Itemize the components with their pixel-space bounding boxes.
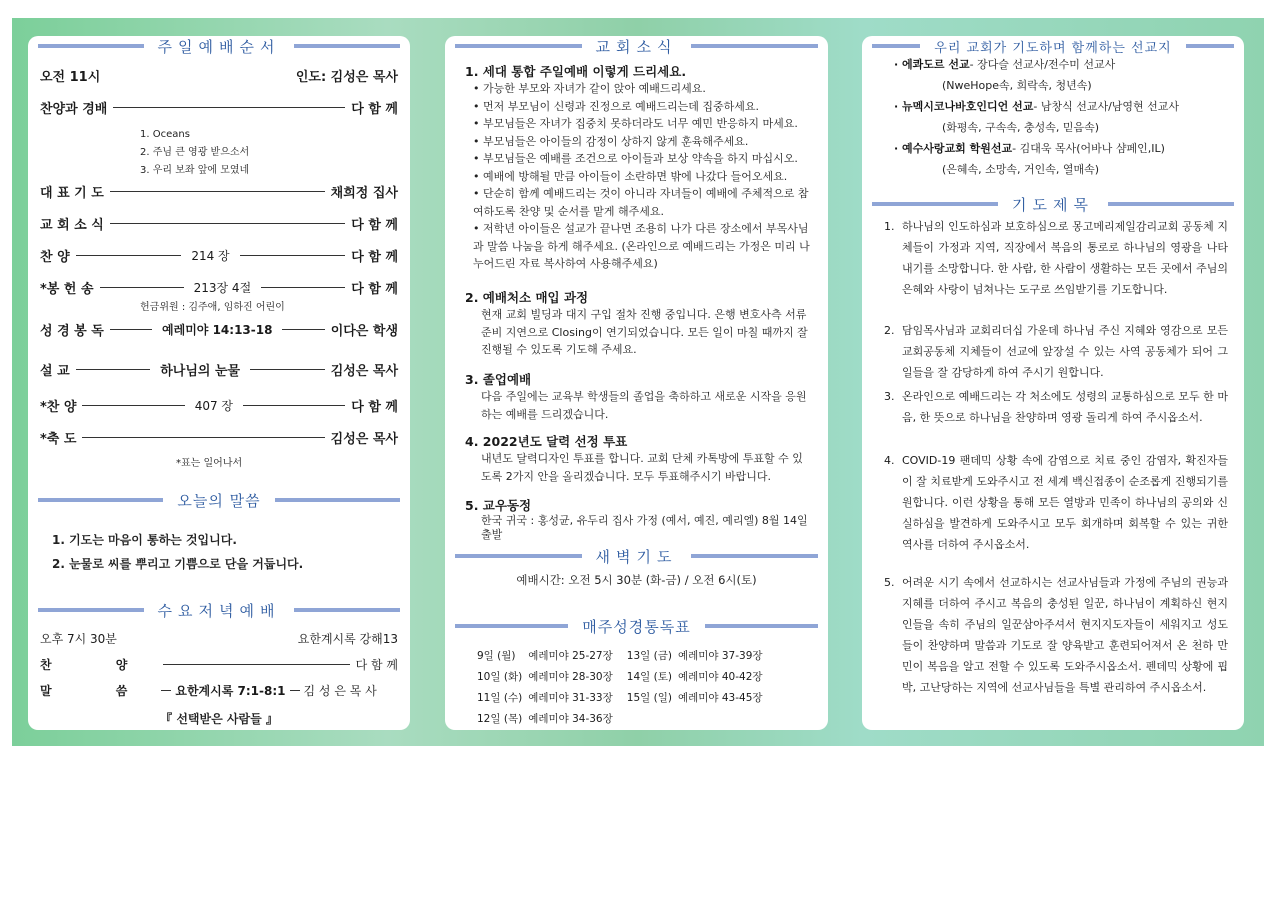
news-body: 현재 교회 빌딩과 대지 구입 절차 진행 중입니다. 은행 변호사측 서류준비 지연으로 Closing이 연기되었습니다. 모든 일이 마칠 때까지 잘 진행될 수 있도록 기도해 주세요. xyxy=(481,308,808,356)
dawn-prayer-header xyxy=(445,546,828,566)
todays-word-title: 오늘의 말씀 xyxy=(177,491,261,510)
order-item: 대 표 기 도 채희정 집사 xyxy=(40,186,398,201)
bible-reading-title: 매주성경통독표 xyxy=(582,617,691,636)
news-heading: 1. 세대 통합 주일예배 이렇게 드리세요. xyxy=(465,64,687,79)
news-body: 한국 귀국 : 홍성균, 유두리 집사 가정 (예서, 예진, 예리엘) 8월 14일 출발 xyxy=(481,514,808,541)
praise-song-list: 1. Oceans 2. 주님 큰 영광 받으소서 3. 우리 보좌 앞에 모였네 xyxy=(140,129,250,176)
bible-reading-table xyxy=(477,646,769,730)
table-row: 10일 (화) 예레미야 28-30장 14일 (토) 예레미야 40-42장 xyxy=(477,671,763,683)
prayer-topics-header xyxy=(862,194,1244,214)
news-body: 내년도 달력디자인 투표를 합니다. 교회 단체 카톡방에 투표할 수 있도록 2가지 안을 올리겠습니다. 모두 투표해주시기 바랍니다. xyxy=(481,452,803,483)
news-bullets: • 가능한 부모와 자녀가 같이 앉아 예배드리세요. • 먼저 부모님이 신령과 진정으로 예배드리는데 집중하세요. • 부모님들은 자녀가 집중치 못하더라도 너무 예민 반응하지 마세요. • 부모님들은 아이들의 감정이 상하지 않게 훈육해주세요. • 부모님들은 예배를 조건으로 아이들과 보상 약속을 하지 마십시오. • 예배에 방해될 만큼 아이들이 소란하면 밖에 나갔다 들어오세요. • 단순히 함께 예배드리는 것이 아니라 자녀들이 예배에 주체적으로 참여하도록 찬양 및 순서를 맡게 해주세요. • 저학년 아이들은 설교가 끝나면 조용히 나가 다른 장소에서 부목사님과 말씀 나눔을 하게 해주세요. (온라인으로 예배드리는 가정은 미리 나누어드린 자료 복사하여 사용해주세요) xyxy=(473,80,814,273)
todays-word-lines: 1. 기도는 마음이 통하는 것입니다. 2. 눈물로 씨를 뿌리고 기쁨으로 단을 거둡니다. xyxy=(52,533,304,571)
mission-item: · 뉴멕시코나바호인디언 선교- 남창식 선교사/남영현 선교사 xyxy=(894,100,1180,113)
worship-order-header xyxy=(28,36,410,56)
bible-reading-header xyxy=(445,616,828,636)
mission-item: · 예수사랑교회 학원선교- 김대욱 목사(어바나 샴페인,IL) xyxy=(894,142,1165,155)
order-item: *봉 헌 송 213장 4절 다 함 께 xyxy=(40,281,398,297)
order-item: *축 도 김성은 목사 xyxy=(40,432,398,447)
order-item: *찬 양 407 장 다 함 께 xyxy=(40,399,398,415)
todays-word-header xyxy=(28,490,410,510)
wednesday-hymn-row: 찬 양 다 함 께 xyxy=(40,658,398,672)
wednesday-service-header xyxy=(28,600,410,620)
order-item: 성 경 봉 독 예레미야 14:13-18 이다은 학생 xyxy=(40,323,399,339)
worship-order-title: 주일예배순서 xyxy=(157,37,281,56)
news-heading: 4. 2022년도 달력 선정 투표 xyxy=(465,434,628,449)
table-row: 11일 (수) 예레미야 31-33장 15일 (일) 예레미야 43-45장 xyxy=(477,692,763,704)
worship-panel xyxy=(28,36,410,730)
wednesday-sermon-row: 말 씀 요한계시록 7:1-8:1 김 성 은 목 사 xyxy=(40,684,377,698)
church-news-header xyxy=(445,36,828,56)
church-news-title: 교회소식 xyxy=(595,37,678,56)
dawn-prayer-time: 예배시간: 오전 5시 30분 (화-금) / 오전 6시(토) xyxy=(516,573,757,587)
prayer-item: 1. 하나님의 인도하심과 보호하심으로 몽고메리제일감리교회 공동체 지체들이 가정과 지역, 직장에서 복음의 통로로 하나님의 영광을 나타내기를 소망합니다. 한 사람, 한 사람이 생활하는 모든 곳에서 주님의 은혜와 사랑이 넘쳐나는 도구로 쓰임받기를 기도합니다. xyxy=(884,220,1228,296)
order-item: 설 교 하나님의 눈물 김성은 목사 xyxy=(40,364,399,379)
prayer-item: 3. 온라인으로 예배드리는 각 처소에도 성령의 교통하심으로 모두 한 마음, 한 뜻으로 하나님을 찬양하며 영광 돌리게 하여 주시옵소서. xyxy=(884,390,1228,424)
wednesday-time: 오후 7시 30분 xyxy=(40,632,117,646)
wednesday-sermon-title: 『 선택받은 사람들 』 xyxy=(160,712,278,726)
table-row: 12일 (목) 예레미야 34-36장 xyxy=(477,713,613,725)
news-heading: 2. 예배처소 매입 과정 xyxy=(465,290,589,305)
wednesday-service-title: 수요저녁예배 xyxy=(157,601,281,620)
mission-list: · 에콰도르 선교- 장다슬 선교사/전수미 선교사 (NweHope속, 희락속, 청년속) · 뉴멕시코나바호인디언 선교- 남창식 선교사/남영현 선교사 (화평속, 구속속, 충성속, 믿음속) · 예수사랑교회 학원선교- 김대욱 목사(어바나 샴페인,IL) (은혜속, 소망속, 거인속, 열매속) xyxy=(894,54,1234,180)
prayer-item: 5. 어려운 시기 속에서 선교하시는 선교사님들과 가정에 주님의 권능과 지혜를 더하여 주시고 복음의 충성된 일꾼, 하나님이 계획하신 현지인들을 속히 주님의 일꾼삼아주셔서 현지지도자들이 세워지고 성도들이 찬양하며 말씀과 기도로 잘 양육받고 훈련되어져서 온 천하 만민이 복음을 알고 전할 수 있도록 도와주시옵소서. 펜데믹 상황에 핍박, 고난당하는 지역에 선교사님들을 특별 관리하여 주시옵소서. xyxy=(884,576,1228,694)
worship-leader: 인도: 김성은 목사 xyxy=(295,70,398,85)
news-panel xyxy=(445,36,828,730)
order-item: 교 회 소 식 다 함 께 xyxy=(40,218,398,233)
wednesday-time-row xyxy=(40,630,398,647)
order-item: 찬양과 경배 다 함 께 xyxy=(40,102,398,117)
prayer-topics-title: 기도제목 xyxy=(1012,195,1094,214)
worship-time-row xyxy=(40,66,398,85)
table-row: 9일 (월) 예레미야 25-27장 13일 (금) 예레미야 37-39장 xyxy=(477,650,763,662)
stand-note: *표는 일어나서 xyxy=(176,458,243,469)
mission-item: · 에콰도르 선교- 장다슬 선교사/전수미 선교사 xyxy=(894,58,1116,71)
news-body: 다음 주일에는 교육부 학생들의 졸업을 축하하고 새로운 시작을 응원하는 예배를 드리겠습니다. xyxy=(481,390,807,421)
prayer-panel xyxy=(862,36,1244,730)
news-heading: 5. 교우동정 xyxy=(465,498,532,513)
prayer-item: 2. 담임목사님과 교회리더십 가운데 하나님 주신 지혜와 영감으로 모든 교회공동체 지체들이 선교에 앞장설 수 있는 사역 공동체가 되어 그 일들을 잘 감당하게 하여 주시기 원합니다. xyxy=(884,324,1228,379)
order-item: 찬 양 214 장 다 함 께 xyxy=(40,249,399,265)
news-heading: 3. 졸업예배 xyxy=(465,372,532,387)
mission-title: 우리 교회가 기도하며 함께하는 선교지 xyxy=(934,40,1172,56)
worship-time: 오전 11시 xyxy=(40,70,101,85)
prayer-item: 4. COVID-19 팬데믹 상황 속에 감염으로 치료 중인 감염자, 확진자들이 잘 치료받게 도와주시고 전 세계 백신접종이 순조롭게 진행되기를 원합니다. 이런 상황을 통해 모든 열방과 민족이 하나님의 공의와 신실하심을 발견하게 도와주시고 모두 회개하며 회복할 수 있는 귀한 역사를 더하여 주시옵소서. xyxy=(884,454,1228,551)
wednesday-series: 요한계시록 강해13 xyxy=(297,632,398,646)
offering-note: 헌금위원 : 김주애, 임하진 어린이 xyxy=(140,302,285,313)
mission-header xyxy=(862,36,1244,56)
dawn-prayer-title: 새벽기도 xyxy=(595,547,678,566)
